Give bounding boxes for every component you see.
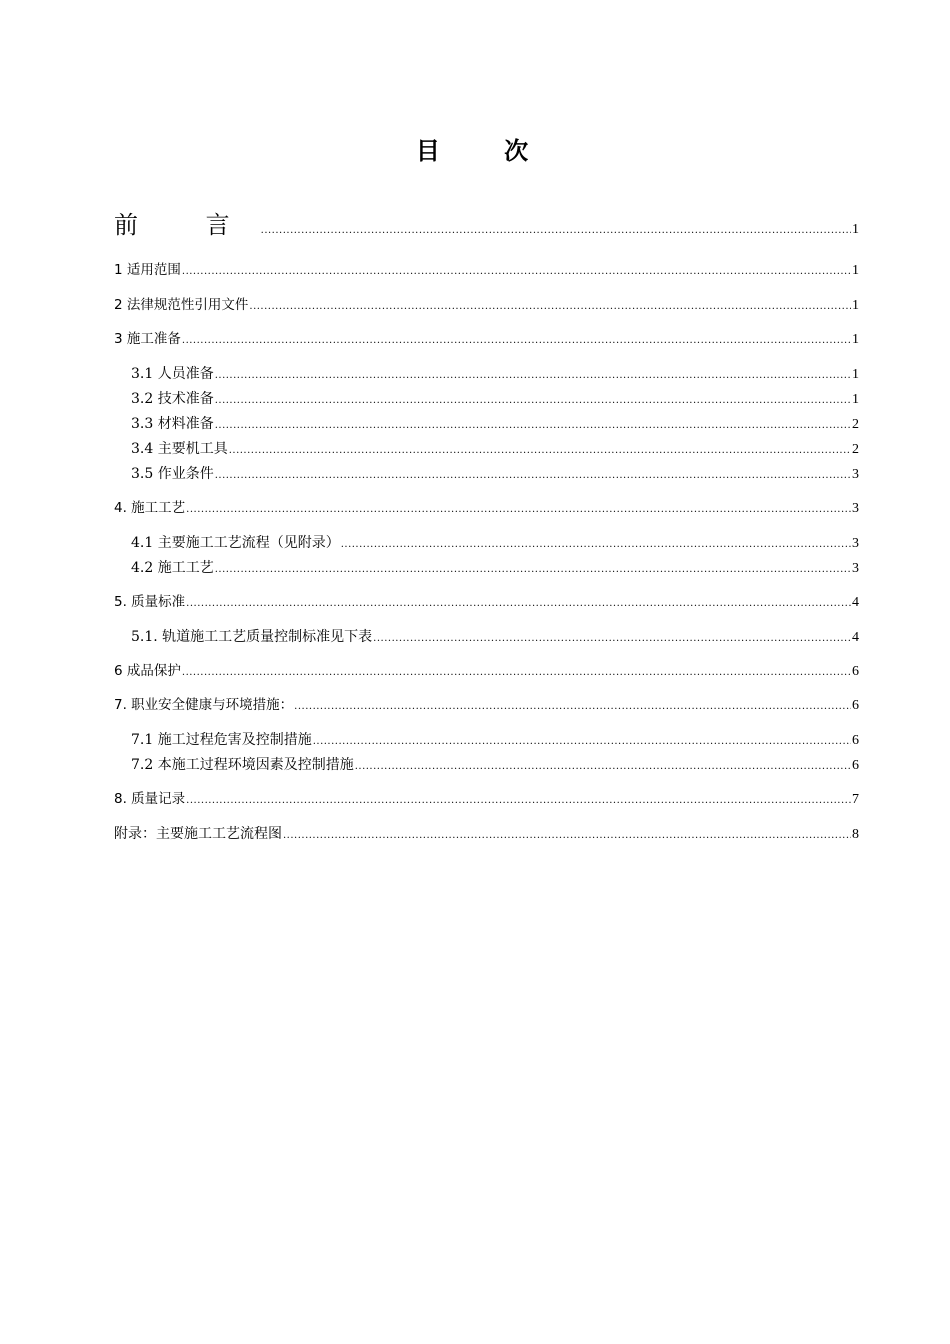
- toc-entry-page: 1: [852, 392, 859, 407]
- toc-entry-page: 6: [852, 758, 859, 773]
- toc-entry-label: 3.4 主要机工具: [131, 441, 228, 457]
- toc-entry-label: 7.1 施工过程危害及控制措施: [131, 732, 312, 748]
- toc-entry-label: 3.2 技术准备: [131, 391, 214, 407]
- toc-entry-label: 3.5 作业条件: [131, 466, 214, 482]
- toc-entry-3-5[interactable]: [131, 464, 859, 486]
- toc-entry-1[interactable]: [114, 260, 859, 282]
- toc-entry-label: 4. 施工工艺: [114, 500, 186, 516]
- toc-entry-page: 6: [852, 698, 859, 713]
- toc-entry-label: 5.1. 轨道施工工艺质量控制标准见下表: [131, 629, 373, 645]
- toc-leader-dots: [215, 466, 851, 486]
- toc-entry-3-3[interactable]: [131, 414, 859, 436]
- toc-leader-dots: [355, 757, 851, 777]
- toc-entry-page: 1: [852, 263, 859, 278]
- toc-leader-dots: [186, 791, 851, 811]
- toc-entry-page: 3: [852, 536, 859, 551]
- toc-entry-label: 3.3 材料准备: [131, 416, 214, 432]
- toc-leader-dots: [249, 297, 851, 317]
- toc-entry-page: 6: [852, 733, 859, 748]
- toc-entry-page: 8: [852, 827, 859, 842]
- toc-entry-2[interactable]: [114, 295, 859, 317]
- toc-leader-dots: [294, 697, 851, 717]
- toc-entry-label: 4.2 施工工艺: [131, 560, 214, 576]
- toc-entry-6[interactable]: [114, 661, 859, 683]
- toc-leader-dots: [182, 331, 851, 351]
- toc-entry-page: 1: [852, 222, 859, 237]
- toc-leader-dots: [182, 663, 851, 683]
- toc-entry-label: 8. 质量记录: [114, 791, 186, 807]
- toc-entry-5-1[interactable]: [131, 627, 859, 649]
- toc-entry-page: 6: [852, 664, 859, 679]
- toc-entry-page: 2: [852, 417, 859, 432]
- toc-entry-7-1[interactable]: [131, 730, 859, 752]
- toc-entry-label: 1 适用范围: [114, 262, 181, 278]
- toc-entry-label: 7.2 本施工过程环境因素及控制措施: [131, 757, 354, 773]
- toc-leader-dots: [215, 416, 851, 436]
- toc-leader-dots: [186, 594, 851, 614]
- toc-leader-dots: [186, 500, 851, 520]
- toc-leader-dots: [373, 629, 851, 649]
- toc-entry-label: 4.1 主要施工工艺流程（见附录）: [131, 535, 340, 551]
- toc-leader-dots: [215, 391, 851, 411]
- toc-entry-page: 4: [852, 595, 859, 610]
- toc-leader-dots: [229, 441, 851, 461]
- toc-entry-label: 前 言: [114, 211, 260, 239]
- toc-entry-7-2[interactable]: [131, 755, 859, 777]
- toc-leader-dots: [215, 366, 851, 386]
- toc-entry-4-2[interactable]: [131, 558, 859, 580]
- toc-entry-8[interactable]: [114, 789, 859, 811]
- toc-leader-dots: [313, 732, 851, 752]
- toc-entry-3-4[interactable]: [131, 439, 859, 461]
- toc-leader-dots: [182, 262, 851, 282]
- toc-entry-page: 3: [852, 467, 859, 482]
- toc-entry-label: 3 施工准备: [114, 331, 181, 347]
- toc-entry-label: 7. 职业安全健康与环境措施：: [114, 697, 294, 713]
- toc-title: 目 次: [415, 137, 557, 165]
- toc-entry-4[interactable]: [114, 498, 859, 520]
- toc-entry-page: 1: [852, 332, 859, 347]
- toc-entry-page: 4: [852, 630, 859, 645]
- toc-leader-dots: [215, 560, 851, 580]
- toc-entry-appendix[interactable]: [114, 824, 859, 846]
- toc-entry-page: 3: [852, 561, 859, 576]
- toc-entry-label: 5. 质量标准: [114, 594, 186, 610]
- toc-entry-3-1[interactable]: [131, 364, 859, 386]
- toc-entry-page: 3: [852, 501, 859, 516]
- toc-entry-3-2[interactable]: [131, 389, 859, 411]
- toc-leader-dots: [261, 216, 851, 246]
- toc-entry-7[interactable]: [114, 695, 859, 717]
- toc-entry-3[interactable]: [114, 329, 859, 351]
- toc-entry-4-1[interactable]: [131, 533, 859, 555]
- toc-entry-5[interactable]: [114, 592, 859, 614]
- toc-entry-label: 2 法律规范性引用文件: [114, 297, 249, 313]
- toc-entry-label: 附录：主要施工工艺流程图: [114, 826, 282, 842]
- toc-entry-label: 6 成品保护: [114, 663, 181, 679]
- toc-leader-dots: [283, 826, 851, 846]
- toc-entry-page: 1: [852, 367, 859, 382]
- toc-leader-dots: [341, 535, 851, 555]
- toc-entry-page: 2: [852, 442, 859, 457]
- toc-entry-preface[interactable]: [114, 210, 859, 246]
- toc-entry-page: 1: [852, 298, 859, 313]
- toc-entry-page: 7: [852, 792, 859, 807]
- toc-entry-label: 3.1 人员准备: [131, 366, 214, 382]
